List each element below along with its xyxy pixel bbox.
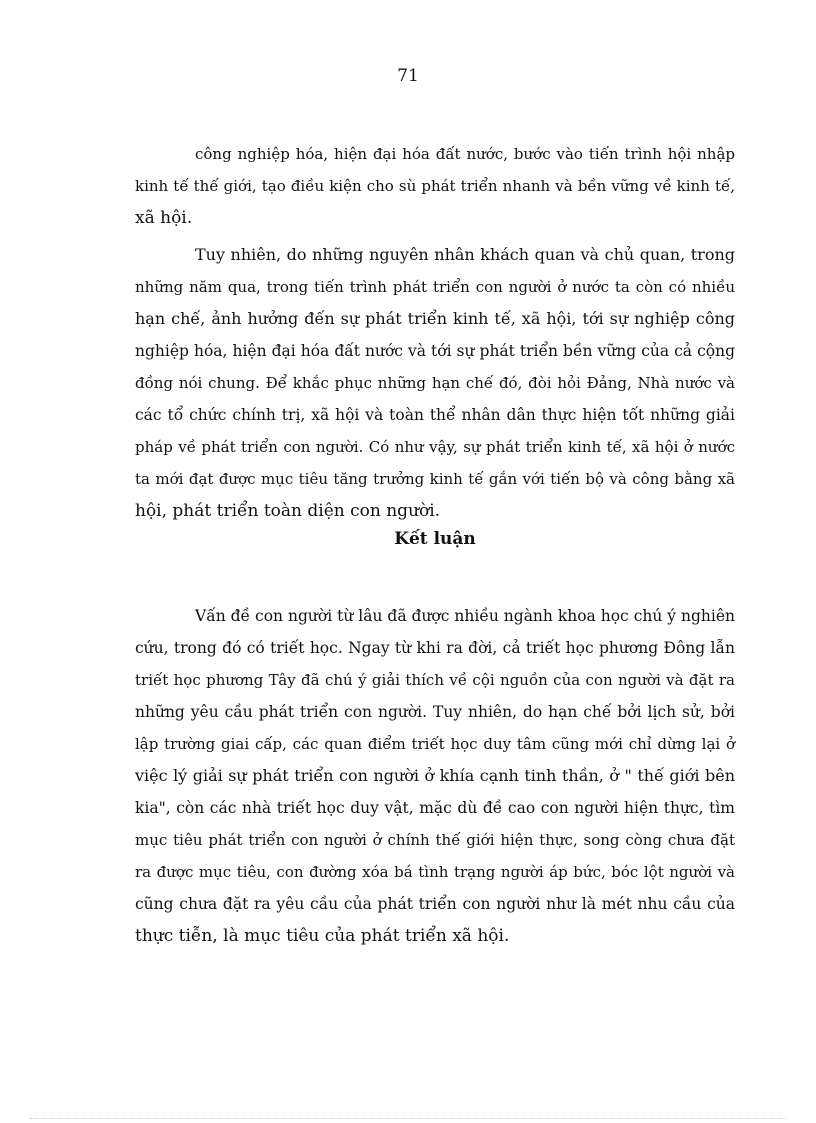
- text-line: pháp về phát triển con người. Có như vậy, sự phát triển kinh tế, xã hội ở nước: [135, 438, 735, 456]
- text-line: Tuy nhiên, do những nguyên nhân khách quan và chủ quan, trong: [195, 245, 735, 264]
- text-line: những năm qua, trong tiến trình phát triển con người ở nước ta còn có nhiều: [135, 278, 735, 296]
- text-line: thực tiễn, là mục tiêu của phát triển xã hội.: [135, 926, 510, 946]
- paragraph-1: [135, 143, 735, 239]
- text-line: Vấn đề con người từ lâu đã được nhiều ngành khoa học chú ý nghiên: [195, 607, 735, 625]
- text-line: việc lý giải sự phát triển con người ở khía cạnh tinh thần, ở " thế giới bên: [135, 766, 735, 785]
- text-line: triết học phương Tây đã chú ý giải thích về cội nguồn của con người và đặt ra: [135, 671, 735, 689]
- text-line: ta mới đạt được mục tiêu tăng trưởng kinh tế gắn với tiến bộ và công bằng xã: [135, 470, 735, 488]
- conclusion-paragraph: [135, 605, 735, 957]
- page-bottom-divider: [30, 1118, 786, 1119]
- text-line: cũng chưa đặt ra yêu cầu của phát triển con người như là mét nhu cầu của: [135, 895, 735, 913]
- text-line: cứu, trong đó có triết học. Ngay từ khi ra đời, cả triết học phương Đông lẫn: [135, 639, 735, 657]
- text-line: xã hội.: [135, 208, 193, 228]
- text-line: đồng nói chung. Để khắc phục những hạn chế đó, đòi hỏi Đảng, Nhà nước và: [135, 374, 735, 392]
- text-line: các tổ chức chính trị, xã hội và toàn thể nhân dân thực hiện tốt những giải: [135, 406, 735, 424]
- text-line: mục tiêu phát triển con người ở chính thế giới hiện thực, song còng chưa đặt: [135, 831, 735, 849]
- text-line: hội, phát triển toàn diện con người.: [135, 501, 441, 521]
- text-line: ra được mục tiêu, con đường xóa bá tình trạng người áp bức, bóc lột người và: [135, 863, 735, 881]
- text-line: công nghiệp hóa, hiện đại hóa đất nước, bước vào tiến trình hội nhập: [195, 145, 735, 163]
- text-line: kia", còn các nhà triết học duy vật, mặc dù đề cao con người hiện thực, tìm: [135, 799, 735, 817]
- text-line: những yêu cầu phát triển con người. Tuy nhiên, do hạn chế bởi lịch sử, bởi: [135, 703, 735, 721]
- text-line: hạn chế, ảnh hưởng đến sự phát triển kinh tế, xã hội, tới sự nghiệp công: [135, 309, 735, 328]
- section-heading: Kết luận: [394, 529, 476, 549]
- text-line: kinh tế thế giới, tạo điều kiện cho sù phát triển nhanh và bền vững về kinh tế,: [135, 177, 735, 195]
- page-number: 71: [397, 66, 419, 86]
- paragraph-2: [135, 244, 735, 532]
- text-line: nghiệp hóa, hiện đại hóa đất nước và tới sự phát triển bền vững của cả cộng: [135, 342, 735, 360]
- text-line: lập trường giai cấp, các quan điểm triết học duy tâm cũng mới chỉ dừng lại ở: [135, 735, 735, 753]
